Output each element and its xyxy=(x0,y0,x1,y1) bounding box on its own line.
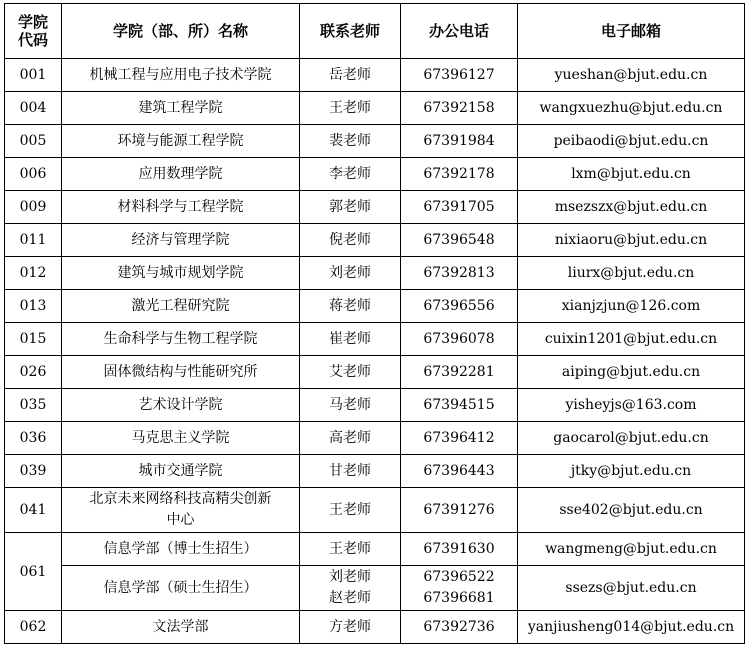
cell-code: 015 xyxy=(5,323,62,356)
table-row xyxy=(5,224,745,257)
header-phone: 办公电话 xyxy=(401,4,518,59)
cell-phone: 67391705 xyxy=(401,191,518,224)
cell-teacher: 郭老师 xyxy=(300,191,401,224)
cell-name-line: 北京未来网络科技高精尖创新 xyxy=(89,491,272,507)
cell-name: 城市交通学院 xyxy=(62,455,300,488)
cell-name: 材料科学与工程学院 xyxy=(62,191,300,224)
cell-teacher: 甘老师 xyxy=(300,455,401,488)
cell-phone: 67396548 xyxy=(401,224,518,257)
table-row xyxy=(5,191,745,224)
cell-teacher: 王老师 xyxy=(300,92,401,125)
cell-teacher: 李老师 xyxy=(300,158,401,191)
cell-code: 004 xyxy=(5,92,62,125)
cell-code: 061 xyxy=(5,533,62,611)
cell-code: 039 xyxy=(5,455,62,488)
cell-email: cuixin1201@bjut.edu.cn xyxy=(518,323,745,356)
cell-teacher: 王老师 xyxy=(300,533,401,566)
cell-email: liurx@bjut.edu.cn xyxy=(518,257,745,290)
cell-code: 005 xyxy=(5,125,62,158)
table-row xyxy=(5,389,745,422)
cell-code: 009 xyxy=(5,191,62,224)
cell-name xyxy=(62,488,300,533)
cell-code: 035 xyxy=(5,389,62,422)
header-row xyxy=(5,4,745,59)
cell-teacher: 裴老师 xyxy=(300,125,401,158)
table-row xyxy=(5,533,745,566)
cell-name: 激光工程研究院 xyxy=(62,290,300,323)
table-row xyxy=(5,92,745,125)
cell-email: lxm@bjut.edu.cn xyxy=(518,158,745,191)
cell-name: 应用数理学院 xyxy=(62,158,300,191)
cell-email: gaocarol@bjut.edu.cn xyxy=(518,422,745,455)
cell-email: wangxuezhu@bjut.edu.cn xyxy=(518,92,745,125)
cell-email: aiping@bjut.edu.cn xyxy=(518,356,745,389)
cell-phone: 67396443 xyxy=(401,455,518,488)
cell-name: 信息学部（硕士生招生） xyxy=(62,566,300,611)
cell-code: 062 xyxy=(5,611,62,644)
table-row xyxy=(5,455,745,488)
table-row xyxy=(5,566,745,611)
cell-teacher: 崔老师 xyxy=(300,323,401,356)
table-row xyxy=(5,356,745,389)
cell-code: 041 xyxy=(5,488,62,533)
cell-teacher: 刘老师 xyxy=(300,257,401,290)
cell-phone: 67396412 xyxy=(401,422,518,455)
cell-phone: 67392281 xyxy=(401,356,518,389)
cell-phone: 67394515 xyxy=(401,389,518,422)
table-row xyxy=(5,257,745,290)
table-row xyxy=(5,59,745,92)
contacts-table xyxy=(4,3,745,644)
cell-teacher: 倪老师 xyxy=(300,224,401,257)
cell-email: xianjzjun@126.com xyxy=(518,290,745,323)
cell-code: 013 xyxy=(5,290,62,323)
cell-name: 艺术设计学院 xyxy=(62,389,300,422)
cell-teacher xyxy=(300,566,401,611)
cell-code: 011 xyxy=(5,224,62,257)
cell-teacher: 王老师 xyxy=(300,488,401,533)
cell-phone: 67391276 xyxy=(401,488,518,533)
cell-teacher: 高老师 xyxy=(300,422,401,455)
cell-name: 固体微结构与性能研究所 xyxy=(62,356,300,389)
cell-name: 机械工程与应用电子技术学院 xyxy=(62,59,300,92)
table-row xyxy=(5,323,745,356)
cell-teacher-line: 赵老师 xyxy=(329,590,371,606)
cell-email: peibaodi@bjut.edu.cn xyxy=(518,125,745,158)
table-row xyxy=(5,611,745,644)
cell-name: 环境与能源工程学院 xyxy=(62,125,300,158)
cell-name: 马克思主义学院 xyxy=(62,422,300,455)
cell-name-line: 中心 xyxy=(166,512,195,528)
cell-name: 建筑工程学院 xyxy=(62,92,300,125)
table-row xyxy=(5,125,745,158)
cell-email: sse402@bjut.edu.cn xyxy=(518,488,745,533)
cell-phone: 67396556 xyxy=(401,290,518,323)
table-row xyxy=(5,290,745,323)
table-row xyxy=(5,422,745,455)
cell-email: yisheyjs@163.com xyxy=(518,389,745,422)
cell-email: yanjiusheng014@bjut.edu.cn xyxy=(518,611,745,644)
cell-phone: 67391630 xyxy=(401,533,518,566)
cell-name: 经济与管理学院 xyxy=(62,224,300,257)
cell-phone-line: 67396681 xyxy=(423,590,495,606)
cell-email: jtky@bjut.edu.cn xyxy=(518,455,745,488)
cell-email: nixiaoru@bjut.edu.cn xyxy=(518,224,745,257)
table-row xyxy=(5,488,745,533)
cell-teacher-line: 刘老师 xyxy=(329,569,371,585)
cell-phone: 67392736 xyxy=(401,611,518,644)
cell-code: 006 xyxy=(5,158,62,191)
header-teacher: 联系老师 xyxy=(300,4,401,59)
cell-code: 001 xyxy=(5,59,62,92)
cell-code: 026 xyxy=(5,356,62,389)
cell-teacher: 艾老师 xyxy=(300,356,401,389)
cell-phone: 67391984 xyxy=(401,125,518,158)
table-row xyxy=(5,158,745,191)
cell-email: msezszx@bjut.edu.cn xyxy=(518,191,745,224)
cell-email: yueshan@bjut.edu.cn xyxy=(518,59,745,92)
cell-phone: 67396127 xyxy=(401,59,518,92)
cell-phone-line: 67396522 xyxy=(423,569,495,585)
cell-name: 信息学部（博士生招生） xyxy=(62,533,300,566)
cell-phone: 67396078 xyxy=(401,323,518,356)
cell-email: wangmeng@bjut.edu.cn xyxy=(518,533,745,566)
cell-teacher: 蒋老师 xyxy=(300,290,401,323)
cell-phone: 67392813 xyxy=(401,257,518,290)
header-email: 电子邮箱 xyxy=(518,4,745,59)
cell-email: ssezs@bjut.edu.cn xyxy=(518,566,745,611)
cell-phone: 67392178 xyxy=(401,158,518,191)
cell-teacher: 岳老师 xyxy=(300,59,401,92)
cell-teacher: 马老师 xyxy=(300,389,401,422)
cell-code: 012 xyxy=(5,257,62,290)
header-name: 学院（部、所）名称 xyxy=(62,4,300,59)
cell-name: 建筑与城市规划学院 xyxy=(62,257,300,290)
cell-name: 文法学部 xyxy=(62,611,300,644)
cell-phone: 67392158 xyxy=(401,92,518,125)
cell-teacher: 方老师 xyxy=(300,611,401,644)
header-code: 学院代码 xyxy=(5,4,62,59)
cell-phone xyxy=(401,566,518,611)
cell-code: 036 xyxy=(5,422,62,455)
cell-name: 生命科学与生物工程学院 xyxy=(62,323,300,356)
